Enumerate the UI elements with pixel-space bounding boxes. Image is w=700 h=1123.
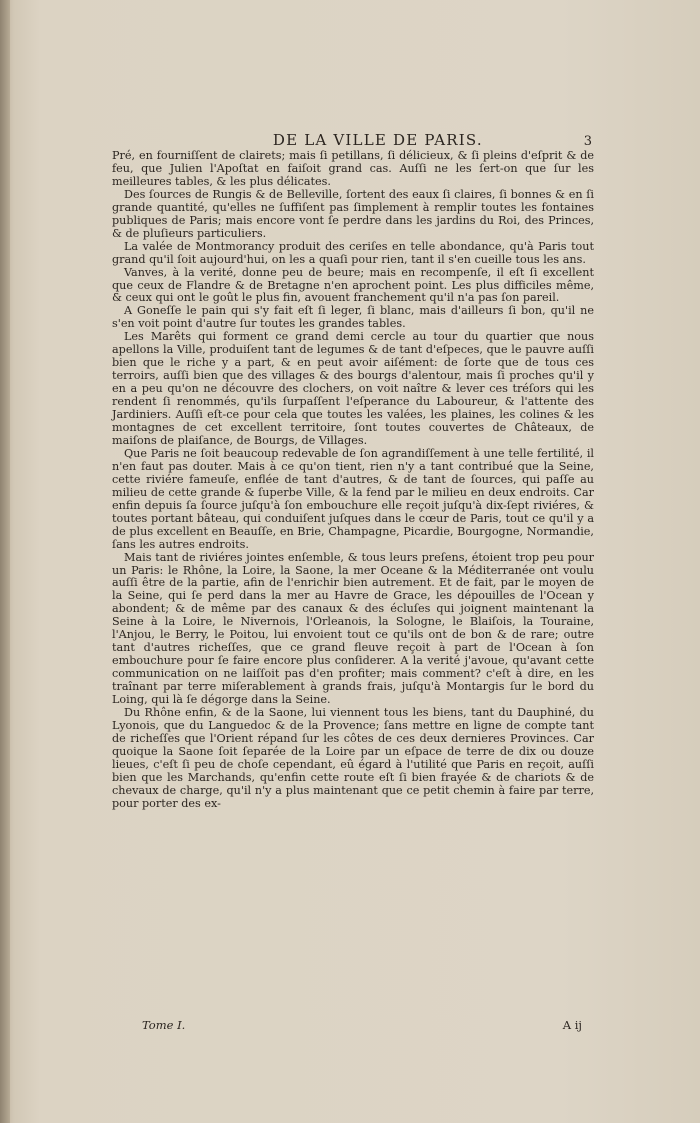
paragraph: Que Paris ne ſoit beaucoup redevable de ſon agrandiſſement à une telle fertilité, il n'en faut pas douter. Mais à ce qu'on tient, rien n'y a tant contribué que la Seine, cette riviére fameuſe, enflée de tant d'autres, & de tant de ſources, qui paſſe au milieu de cette grande & ſuperbe Ville, & la fend par le milieu en deux endroits. Car enfin depuis ſa ſource juſqu'à ſon embouchure elle reçoit juſqu'à dix-ſept riviéres, & toutes portant bâteau, qui conduiſent juſques dans le cœur de Paris, tout ce qu'il y a de plus excellent en Beauſſe, en Brie, Champagne, Picardie, Bourgogne, Normandie, ſans les autres endroits. xyxy=(112,446,594,551)
paragraph: Les Marêts qui forment ce grand demi cercle au tour du quartier que nous apellons la Ville, produiſent tant de legumes & de tant d'eſpeces, que le pauvre auſſi bien que le riche y a part, & en peut avoir aiſément: de ſorte que de tous ces terroirs, auſſi bien que des villages & des bourgs d'alentour, mais ſi proches qu'il y en a peu qu'on ne découvre des clochers, on voit naître & lever ces tréſors qui les rendent ſi renommés, qu'ils ſurpaſſent l'eſperance du Laboureur, & l'attente des Jardiniers. Auſſi eſt-ce pour cela que toutes les valées, les plaines, les colines & les montagnes de cet excellent territoire, ſont toutes couvertes de Châteaux, de maiſons de plaiſance, de Bourgs, de Villages. xyxy=(112,330,594,447)
paragraph: Du Rhône enfin, & de la Saone, lui viennent tous les biens, tant du Dauphiné, du Lyonois, que du Languedoc & de la Provence; ſans mettre en ligne de compte tant de richeſſes que l'Orient répand ſur les côtes de ces deux dernieres Provinces. Car quoique la Saone ſoit ſeparée de la Loire par un eſpace de terre de dix ou douze lieues, c'eſt ſi peu de choſe cependant, eû égard à l'utilité que Paris en reçoit, auſſi bien que les Marchands, qu'enfin cette route eſt ſi bien frayée & de chariots & de chevaux de charge, qu'il n'y a plus maintenant que ce petit chemin à faire par terre, pour porter des ex- xyxy=(112,705,594,810)
paragraph: Mais tant de riviéres jointes enſemble, & tous leurs preſens, étoient trop peu pour un Paris: le Rhône, la Loire, la Saone, la mer Oceane & la Méditerranée ont voulu auſſi être de la partie, afin de l'enrichir bien autrement. Et de fait, par le moyen de la Seine, qui ſe perd dans la mer au Havre de Grace, les dépouilles de l'Ocean y abondent; & de même par des canaux & des écluſes qui joignent maintenant la Seine à la Loire, le Nivernois, l'Orleanois, la Sologne, le Blaiſois, la Touraine, l'Anjou, le Berry, le Poitou, lui envoient tout ce qu'ils ont de bon & de rare; outre tant d'autres richeſſes, que ce grand fleuve reçoit à part de l'Ocean à ſon embouchure pour ſe faire encore plus conſiderer. A la verité j'avoue, qu'avant cette communication on ne laiſſoit pas d'en profiter; mais comment? c'eſt à dire, en les traînant par terre miſerablement à grands frais, juſqu'à Montargis ſur le bord du Loing, qui là ſe dégorge dans la Seine. xyxy=(112,550,594,707)
volume-label: Tome I. xyxy=(142,1018,186,1032)
body-text xyxy=(112,150,594,811)
paragraph: A Goneſſe le pain qui s'y fait eſt ſi leger, ſi blanc, mais d'ailleurs ſi bon, qu'il ne s'en voit point d'autre ſur toutes les grandes tables. xyxy=(112,304,594,331)
paragraph: Pré, en fourniſſent de clairets; mais ſi petillans, ſi délicieux, & ſi pleins d'eſprit & de feu, que Julien l'Apoſtat en faiſoit grand cas. Auſſi ne les ſert-on que ſur les meilleures tables, & les plus délicates. xyxy=(112,149,594,188)
running-head xyxy=(112,131,592,149)
paragraph: Vanves, à la verité, donne peu de beure; mais en recompenſe, il eſt ſi excellent que ceux de Flandre & de Bretagne n'en aprochent point. Les plus difficiles même, & ceux qui ont le goût le plus fin, avouent franchement qu'il n'a pas ſon pareil. xyxy=(112,265,594,305)
binding-gutter xyxy=(0,0,10,1123)
paragraph: Des ſources de Rungis & de Belleville, ſortent des eaux ſi claires, ſi bonnes & en ſi grande quantité, qu'elles ne ſuffiſent pas ſimplement à remplir toutes les fontaines publiques de Paris; mais encore vont ſe perdre dans les jardins du Roi, des Princes, & de pluſieurs particuliers. xyxy=(112,187,594,240)
running-title: DE LA VILLE DE PARIS. xyxy=(272,131,483,149)
paragraph: La valée de Montmorancy produit des ceriſes en telle abondance, qu'à Paris tout grand qu'il ſoit aujourd'hui, on les a quaſi pour rien, tant il s'en cueille tous les ans. xyxy=(112,239,594,266)
signature-mark: A ij xyxy=(562,1018,582,1032)
page-number: 3 xyxy=(583,134,592,149)
page-footer xyxy=(142,1018,582,1032)
